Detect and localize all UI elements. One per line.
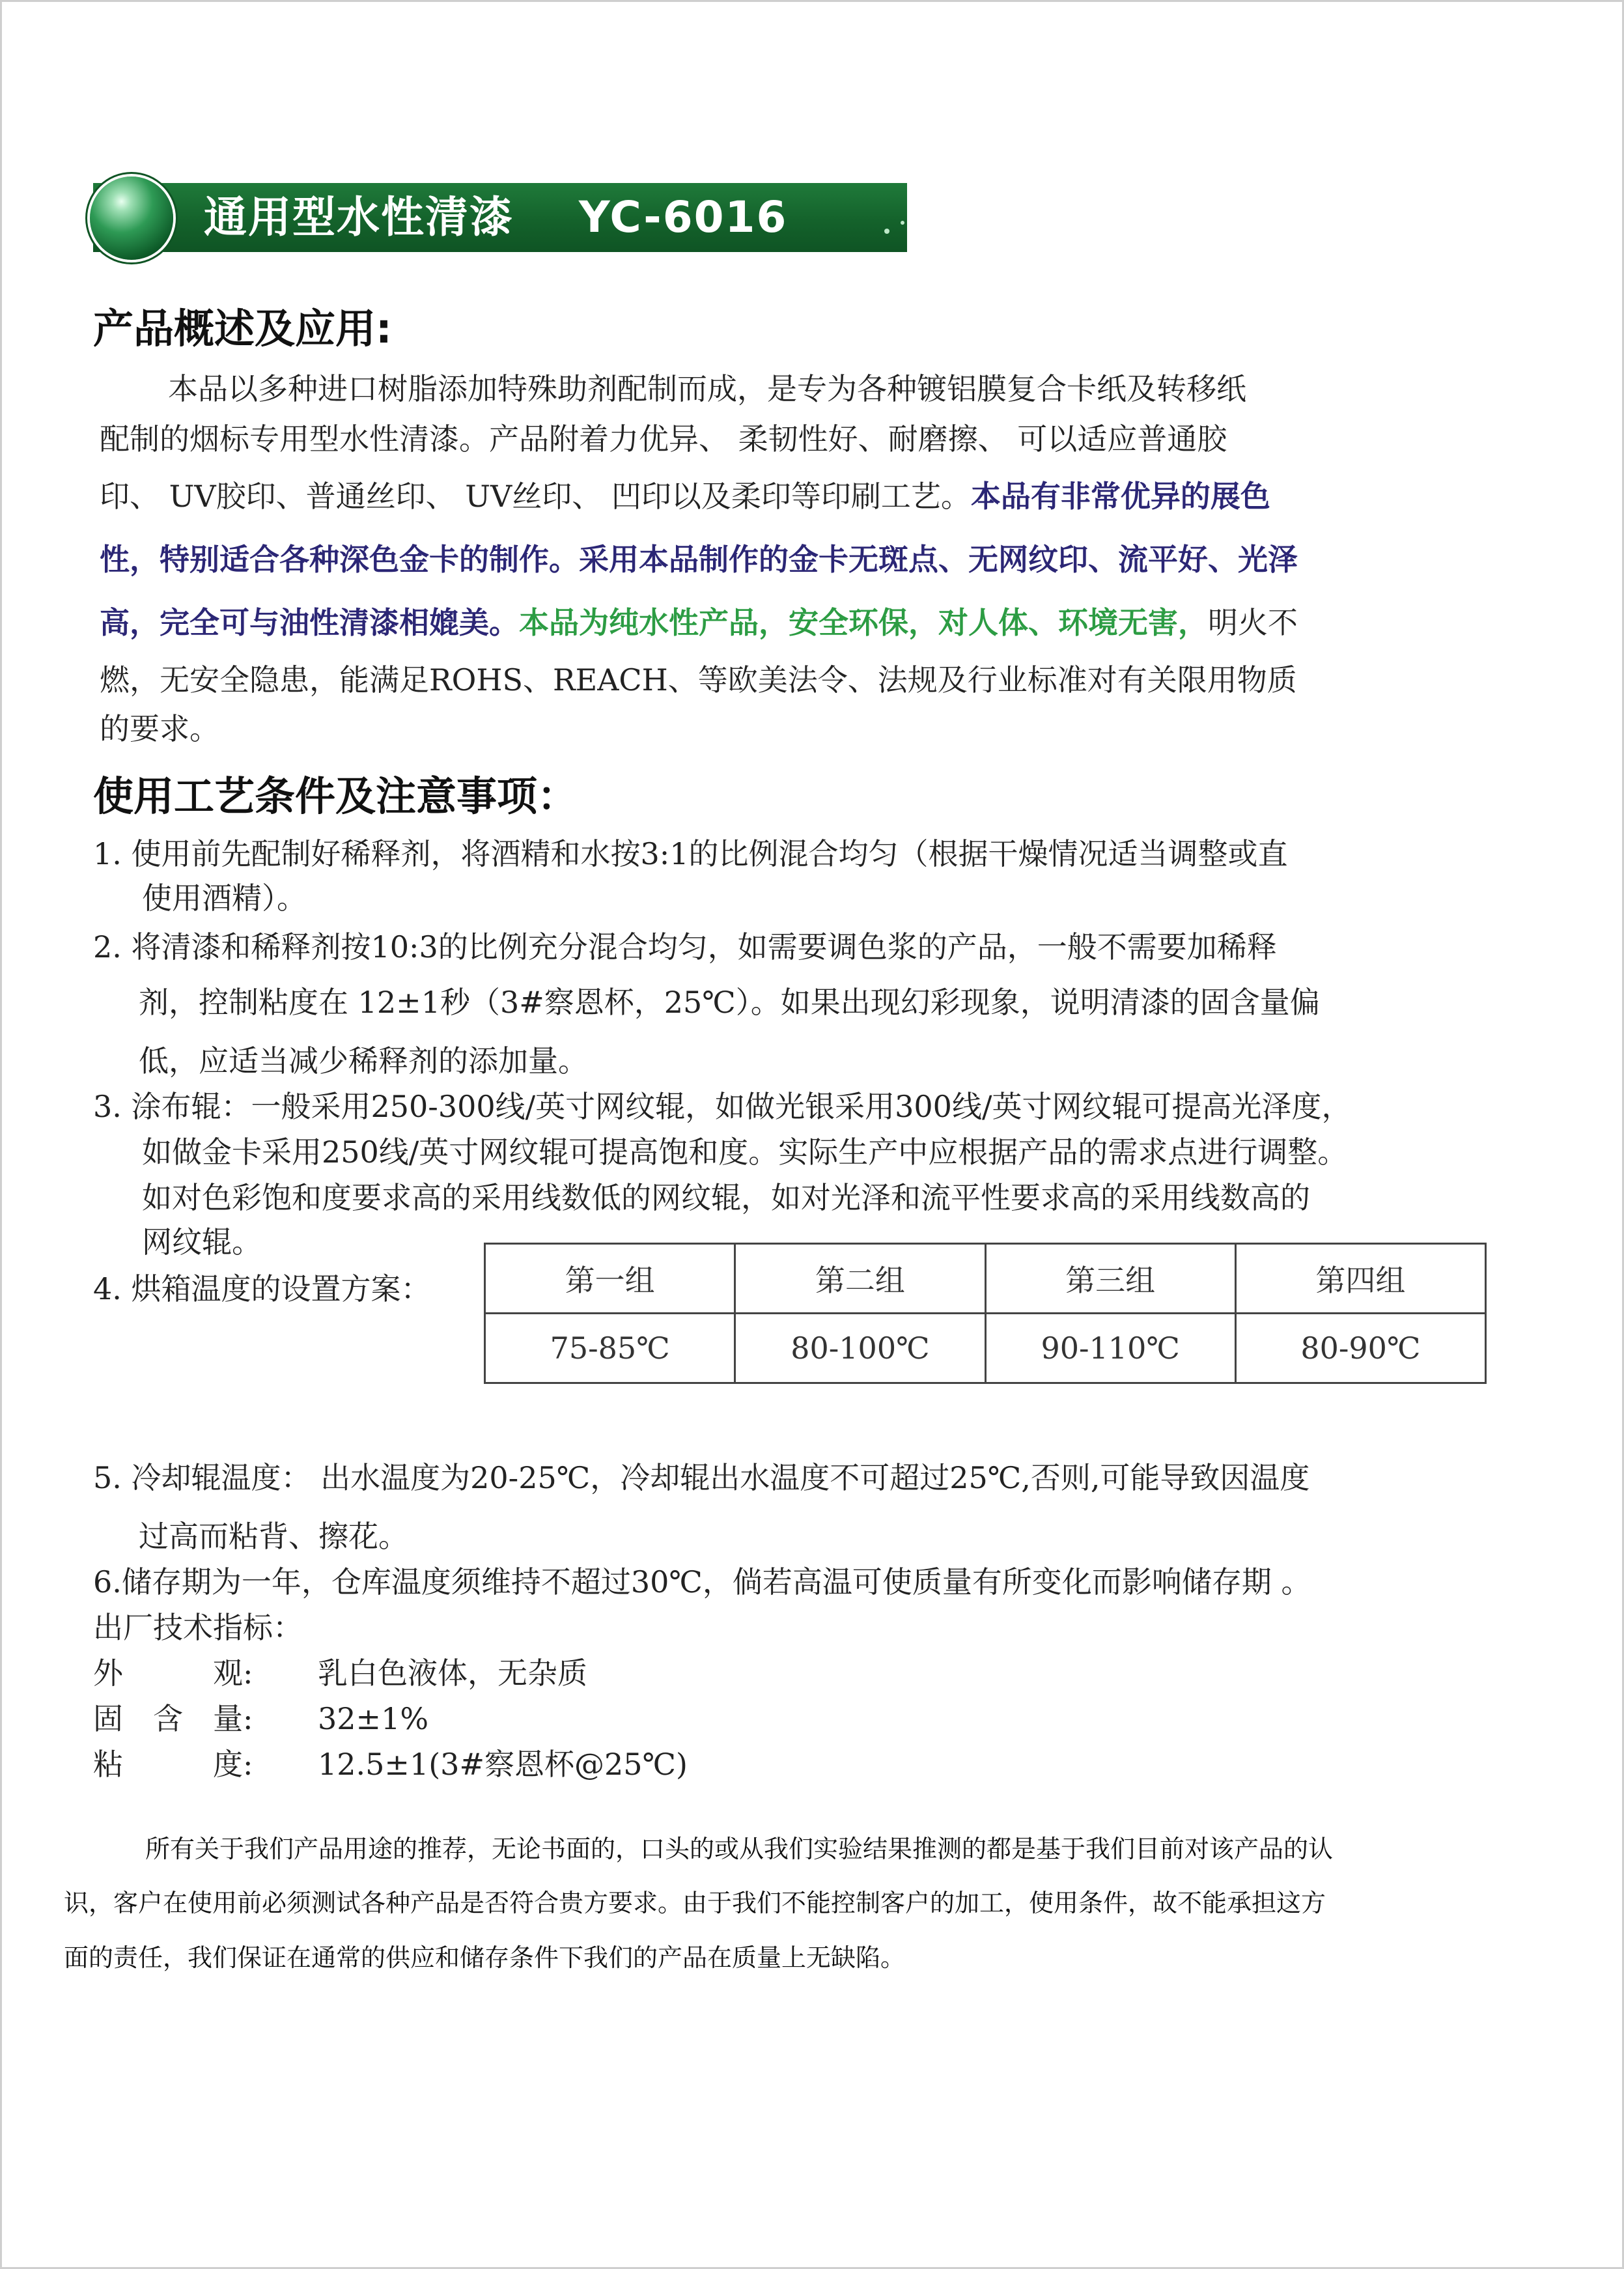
usage-item-3-line-1: 3. 涂布辊：一般采用250-300线/英寸网纹辊，如做光银采用300线/英寸网纹辊可提高光泽度，	[93, 1089, 1352, 1124]
spec-value: 乳白色液体，无杂质	[318, 1656, 587, 1691]
overview-line-6: 燃，无安全隐患，能满足ROHS、REACH、等欧美法令、法规及行业标准对有关限用物质	[100, 662, 1297, 698]
usage-item-3-line-2: 如做金卡采用250线/英寸网纹辊可提高饱和度。实际生产中应根据产品的需求点进行调整。	[142, 1134, 1348, 1170]
overview-line-7: 的要求。	[100, 711, 219, 746]
sparkle-dot	[901, 221, 904, 225]
table-row	[485, 1314, 1486, 1383]
overview-line-4: 性，特别适合各种深色金卡的制作。采用本品制作的金卡无斑点、无网纹印、流平好、光泽	[100, 542, 1298, 577]
usage-item-2-line-2: 剂，控制粘度在 12±1秒（3#察恩杯，25℃）。如果出现幻彩现象，说明清漆的固含量偏	[139, 985, 1320, 1020]
table-cell: 90-110℃	[985, 1314, 1235, 1383]
usage-item-4-label: 4. 烘箱温度的设置方案：	[93, 1271, 431, 1306]
section-heading-overview: 产品概述及应用:	[93, 305, 392, 352]
oven-temperature-table	[484, 1243, 1487, 1384]
overview-highlight-blue: 本品有非常优异的展色	[970, 479, 1270, 514]
overview-line-5-normal: 明火不	[1208, 605, 1298, 640]
table-header-cell: 第三组	[985, 1244, 1235, 1314]
table-cell: 75-85℃	[485, 1314, 735, 1383]
spec-value: 12.5±1(3#察恩杯@25℃)	[318, 1747, 688, 1782]
usage-item-2-line-3: 低，应适当减少稀释剂的添加量。	[139, 1043, 588, 1078]
usage-item-6: 6.储存期为一年，仓库温度须维持不超过30℃，倘若高温可使质量有所变化而影响储存期 。	[93, 1564, 1311, 1600]
section-heading-usage: 使用工艺条件及注意事项：	[93, 772, 578, 820]
table-header-cell: 第四组	[1235, 1244, 1485, 1314]
overview-line-1: 本品以多种进口树脂添加特殊助剂配制而成，是专为各种镀铝膜复合卡纸及转移纸	[168, 371, 1246, 406]
table-header-cell: 第二组	[735, 1244, 985, 1314]
overview-line-3	[100, 473, 1270, 516]
spec-title: 出厂技术指标：	[93, 1610, 303, 1645]
spec-label: 粘 度:	[93, 1747, 253, 1782]
sparkle-dot	[884, 229, 889, 234]
usage-item-5-line-2: 过高而粘背、擦花。	[139, 1519, 408, 1554]
spec-value: 32±1%	[318, 1701, 429, 1736]
disclaimer-line-3: 面的责任，我们保证在通常的供应和储存条件下我们的产品在质量上无缺陷。	[64, 1943, 906, 1972]
table-cell: 80-90℃	[1235, 1314, 1485, 1383]
table-row	[485, 1244, 1486, 1314]
product-title: 通用型水性清漆 YC-6016	[204, 192, 788, 242]
usage-item-5-line-1: 5. 冷却辊温度： 出水温度为20-25℃，冷却辊出水温度不可超过25℃,否则,可能导致因温度	[93, 1460, 1310, 1495]
overview-line-5	[100, 599, 1298, 642]
water-drop-logo-icon	[90, 176, 173, 260]
spec-row	[93, 1741, 688, 1784]
overview-line-3-normal: 印、 UV胶印、普通丝印、 UV丝印、 凹印以及柔印等印刷工艺。	[100, 479, 971, 514]
usage-item-3-line-3: 如对色彩饱和度要求高的采用线数低的网纹辊，如对光泽和流平性要求高的采用线数高的	[142, 1180, 1310, 1215]
table-cell: 80-100℃	[735, 1314, 985, 1383]
disclaimer-line-2: 识，客户在使用前必须测试各种产品是否符合贵方要求。由于我们不能控制客户的加工，使用条件，故不能承担这方	[64, 1889, 1326, 1917]
table-header-cell: 第一组	[485, 1244, 735, 1314]
spec-row	[93, 1650, 587, 1693]
spec-row	[93, 1695, 428, 1738]
usage-item-2-line-1: 2. 将清漆和稀释剂按10:3的比例充分混合均匀，如需要调色浆的产品，一般不需要加稀释	[93, 929, 1277, 965]
usage-item-3-line-4: 网纹辊。	[142, 1224, 262, 1260]
title-banner	[93, 183, 907, 252]
overview-line-2: 配制的烟标专用型水性清漆。产品附着力优异、 柔韧性好、耐磨擦、 可以适应普通胶	[100, 421, 1227, 457]
overview-highlight-green: 本品为纯水性产品，安全环保，对人体、环境无害，	[519, 605, 1208, 640]
usage-item-1-line-2: 使用酒精）。	[142, 881, 307, 916]
disclaimer-line-1: 所有关于我们产品用途的推荐，无论书面的，口头的或从我们实验结果推测的都是基于我们目前对该产品的认	[145, 1835, 1334, 1863]
overview-highlight-blue-2: 高，完全可与油性清漆相媲美。	[100, 605, 519, 640]
spec-label: 外 观:	[93, 1656, 253, 1691]
usage-item-1-line-1: 1. 使用前先配制好稀释剂，将酒精和水按3:1的比例混合均匀（根据干燥情况适当调整或直	[93, 836, 1288, 871]
spec-label: 固 含 量:	[93, 1701, 253, 1736]
